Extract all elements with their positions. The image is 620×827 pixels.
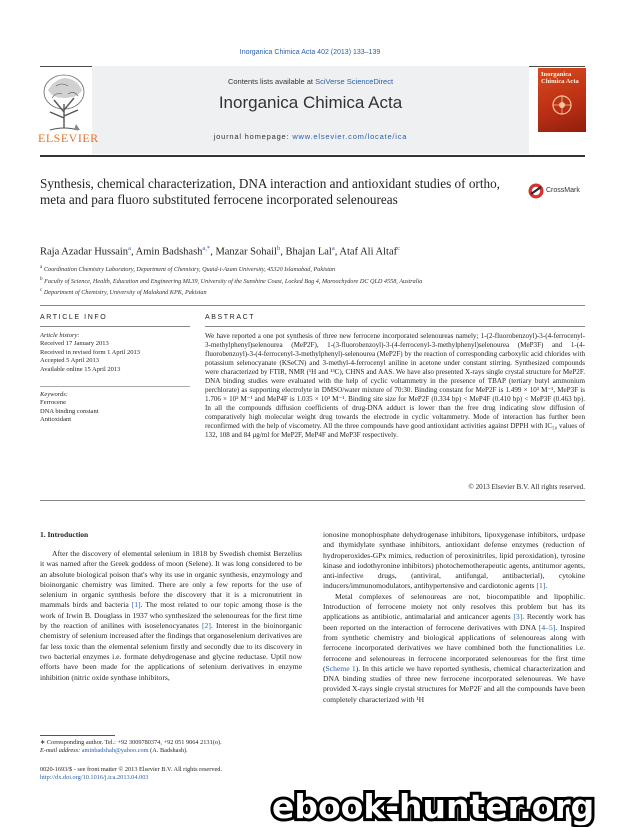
keyword-list [40, 391, 190, 425]
article-title: Synthesis, chemical characterization, DNA interaction and antioxidant studies of ortho, meta and para fluoro substituted ferrocene incorporated selenoureas [40, 176, 500, 207]
email-line: E-mail address: aminbadshah@yahoo.com (A. Badshash). [40, 747, 188, 755]
journal-title: Inorganica Chimica Acta [218, 93, 403, 112]
footnote-rule [40, 735, 115, 736]
copyright-notice: © 2013 Elsevier B.V. All rights reserved. [468, 483, 585, 491]
journal-reference[interactable]: Inorganica Chimica Acta 402 (2013) 133–139 [239, 49, 381, 56]
homepage-link[interactable]: www.elsevier.com/locate/ica [292, 132, 408, 141]
header-bottom-rule [40, 155, 585, 157]
author-name[interactable]: Ataf Ali Altaf [339, 246, 398, 258]
author-affiliation-mark[interactable]: c [397, 245, 401, 252]
homepage-prefix: journal homepage: [213, 132, 293, 141]
email-link[interactable]: aminbadshah@yahoo.com [81, 747, 149, 755]
body-paragraph: After the discovery of elemental selenium in 1818 by Swedish chemist Berzelius it was named after the Greek goddess of moon (Selene). It was long considered to be an absolute biological poison that's why its use in organic synthesis, enzymology and bioinorganic chemistry was limited. There are only a few reports for the use of selenium in organic synthesis before the discovery that it is a micronutrient in mammals birds and bacteria [1]. The most related to our topic among those is the work of Irwin B. Douglass in 1937 who synthesized the selenoureas for the first time by the reaction of anilines with isoselenocyanates [2]. Interest in the bioinorganic chemistry of selenium increased after the findings that organoselenium derivatives are far less toxic than the elemental selenium firstly and secondly due to its discovery in two bacterial enzymes i.e. formate dehydrogenase and glycine reductase. Uptil now efforts have been made for the applications of selenium derivatives in enzyme inhibition (nitric oxide synthase inhibitors, [40, 549, 302, 682]
keyword-item: Ferrocene [40, 399, 66, 407]
publisher-name: ELSEVIER [38, 131, 99, 145]
history-entry: Available online 15 April 2013 [40, 365, 121, 373]
article-info-heading: ARTICLE INFO [40, 314, 108, 321]
article-history [40, 332, 190, 374]
doi-link[interactable]: http://dx.doi.org/10.1016/j.ica.2013.04.003 [40, 774, 149, 782]
introduction-heading: 1. Introduction [40, 530, 89, 539]
cover-molecule-icon [547, 90, 577, 120]
author-name[interactable]: Bhajan Lal [285, 246, 332, 258]
crossmark-label[interactable]: CrossMark [546, 187, 580, 194]
history-entry: Received 17 January 2013 [40, 340, 109, 348]
author-name[interactable]: Raja Azadar Hussain [40, 246, 129, 258]
citation-link[interactable]: [1] [131, 600, 141, 610]
sciencedirect-link[interactable]: SciVerse ScienceDirect [315, 77, 394, 86]
body-divider [40, 500, 585, 501]
author-affiliation-mark[interactable]: b [276, 245, 281, 252]
author-affiliation-mark[interactable]: a,* [202, 245, 211, 252]
journal-cover-thumbnail[interactable] [538, 68, 586, 132]
scheme-link[interactable]: Scheme 1 [325, 663, 356, 673]
keywords-label: Keywords: [40, 391, 68, 398]
article-metadata [40, 766, 302, 783]
body-column-left [40, 549, 302, 683]
watermark-text: ebook-hunter.org [272, 787, 595, 826]
contents-available-line [92, 77, 529, 86]
citation-link[interactable]: [4–5] [538, 622, 556, 632]
article-info-rule [40, 326, 190, 327]
author-affiliation-mark[interactable]: a [331, 245, 335, 252]
body-paragraph: Metal complexes of selenoureas are not, biocompatible and lipophilic. Introduction of ferrocene moiety not only resolves this problem but has its applications as antibiotic, antimalarial and anticancer agents [3]. Recently work has been reported on the interaction of ferrocene derivatives with DNA [4–5]. Inspired from synthetic chemistry and biological applications of selenoureas along with ferrocene incorporated derivatives we have combined both the functionalities i.e. ferrocene and selenoureas in ferrocene incorporated selenoureas for the first time (Scheme 1). In this article we have reported synthesis, chemical characterization and DNA binding studies of three new ferrocene incorporated selenoureas. We have provided X-rays single crystal structures for MeP2F and all the compounds have been completely characterized with ¹H [323, 591, 585, 704]
citation-link[interactable]: [2] [202, 621, 211, 631]
affiliation-item: $^b$ Faculty of Science, Health, Education and Engineering ML39, University of the Sunshine Coast, Locked Bag 4, Maroochydore DC QLD 4558, Australia [40, 275, 423, 285]
watermark-overlay [268, 784, 620, 827]
section-divider [40, 305, 585, 306]
history-entry: Accepted 5 April 2013 [40, 357, 100, 365]
abstract-rule [205, 326, 585, 327]
corresponding-author-line: ∗ Corresponding author. Tel.: +92 3009780374, +92 051 9064 2131(o). [40, 739, 222, 746]
cover-title: Inorganica Chimica Acta [541, 71, 579, 85]
history-label: Article history: [40, 332, 80, 339]
keyword-item: DNA binding constant [40, 407, 99, 415]
author-name[interactable]: Amin Badshash [135, 246, 203, 258]
affiliation-item: $^a$ Coordination Chemistry Laboratory, Department of Chemistry, Quaid-i-Azam University, 45320 Islamabad, Pakistan [40, 264, 336, 274]
affiliation-list [40, 263, 590, 298]
citation-link[interactable]: [1] [536, 581, 546, 591]
keyword-item: Antioxidant [40, 416, 72, 424]
journal-homepage-line [92, 132, 529, 141]
issn-line: 0020-1693/$ - see front matter © 2013 Elsevier B.V. All rights reserved. [40, 766, 222, 773]
abstract-heading: ABSTRACT [205, 314, 256, 321]
body-column-right [323, 530, 585, 705]
citation-link[interactable]: [3] [513, 612, 523, 622]
contents-prefix: Contents lists available at [227, 77, 316, 86]
history-entry: Received in revised form 1 April 2013 [40, 348, 141, 356]
keywords-rule [40, 386, 190, 387]
body-paragraph: ionosine monophosphate dehydrogenase inhibitors, lipoxygenase inhibitors, urdpase and thymidylate synthase inhibitors, antioxidant defense enzymes (reduction of hydroperoxides-GPx mimics, reduction of peroxinitriles, lipid peroxidation), tyrosine kinase and iodothyronine inhibitors) photochemotherapeutic agents, antitumor agents, anti-infective drugs, (antiviral, antifungal, antibacterial), cytokine inducers/immunomodulators, antihypertensive and cardiotonic agents [1]. [323, 530, 585, 591]
affiliation-item: $^c$ Department of Chemistry, University of Malakand KPK, Pakistan [40, 287, 207, 297]
author-affiliation-mark[interactable]: a [128, 245, 131, 252]
author-name[interactable]: Manzar Sohail [215, 246, 277, 258]
abstract-text: We have reported a one pot synthesis of three new ferrocene incorporated selenoureas namely; 1-(2-fluorobenzoyl)-3-(4-ferrocenyl-3-methylphenyl)selenourea (MeP2F), 1-(3-fluorobenzoyl)-3-(4-ferrocenyl-3-methylphenyl)selenourea (MeP3F) and 1-(4-fluorobenzoyl)-3-(4-ferrocenyl-3-methylphenyl)-selenourea (MeP2F) by the reaction of corresponding carboxylic acid chlorides with potassium selenocyanate (KSeCN) and 3-methyl-4-ferrocenyl aniline in acetone under constant stirring. Synthesized compounds were characterized by FTIR, NMR (¹H and ¹³C), CHNS and AAS. We have also presented X-rays single crystal structure for MeP2F. DNA binding studies were evaluated with the help of cyclic voltammetry in the presence of TBAP (tertiary butyl ammonium perchlorate) as supporting electrolyte in DMSO/water mixture of 70:30. Binding constant for MeP2F is 1.499 × 10³ M⁻¹, MeP3F is 1.706 × 10³ M⁻¹ and MeP4F is 1.035 × 10³ M⁻¹. Binding site size for MeP2F (0.334 bp) < MeP4F (0.410 bp) < MeP3F (0.463 bp). In all the compounds diffusion coefficients of drug-DNA adduct is lower than the free drug indicating slow diffusion of comparatively high molecular weight drug towards the electrode in cyclic voltammetry. Mode of interaction has further been reconfirmed with the help of viscometry. All the three compounds have good antioxidant activities against DPPH with IC₅₀ values of 132, 108 and 84 μg/ml for MeP2F, MeP4F and MeP3F respectively. [205, 332, 585, 439]
crossmark-icon[interactable] [528, 183, 544, 199]
author-list: Raja Azadar Hussain$^a$, Amin Badshash$^{a,*}$, Manzar Sohail$^b$, Bhajan Lal$^a$, Ataf Ali Altaf$^c$ [40, 245, 401, 258]
corresponding-author-footnote [40, 739, 302, 756]
